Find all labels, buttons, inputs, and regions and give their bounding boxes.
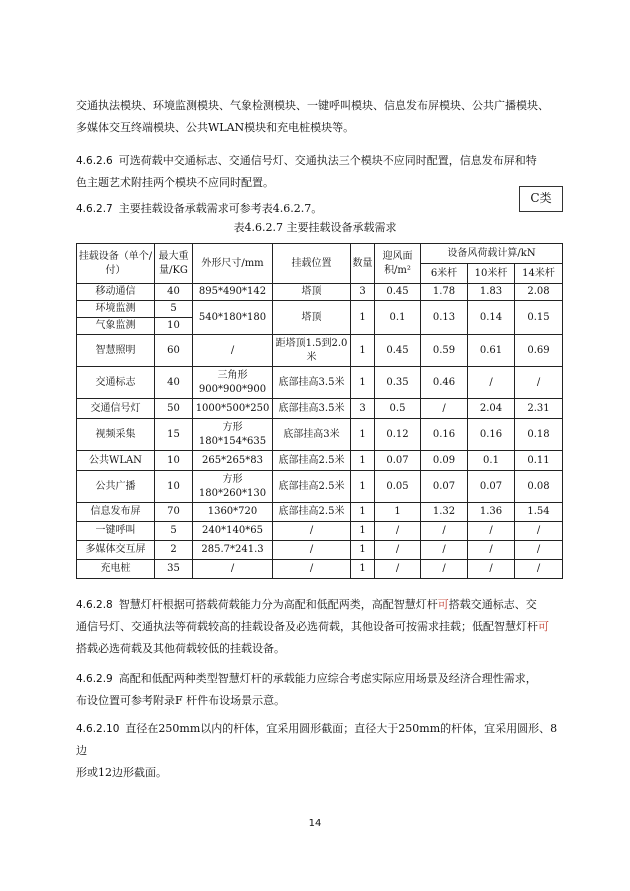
- cell-10m: /: [468, 367, 515, 399]
- cell-6m: 0.07: [421, 471, 468, 503]
- header-10m: 10米杆: [468, 264, 515, 284]
- cell-size: 1000*500*250: [193, 399, 273, 419]
- section-text: 搭载交通标志、交: [448, 598, 537, 611]
- cell-6m: /: [421, 560, 468, 579]
- cell-area: 0.07: [375, 451, 421, 471]
- cell-qty: 1: [351, 503, 375, 522]
- cell-position: 塔顶: [273, 301, 351, 335]
- section-number: 4.6.2.6: [76, 155, 113, 167]
- cell-weight: 40: [155, 367, 193, 399]
- cell-10m: 0.14: [468, 301, 515, 335]
- cell-area: 0.35: [375, 367, 421, 399]
- table-row: [77, 451, 563, 471]
- cell-position: 底部挂高3.5米: [273, 399, 351, 419]
- cell-size: [193, 367, 273, 399]
- cell-14m: 0.15: [515, 301, 563, 335]
- cell-14m: 0.18: [515, 419, 563, 451]
- section-text: 形或12边形截面。: [76, 766, 167, 779]
- cell-qty: 1: [351, 301, 375, 335]
- cell-size: /: [193, 335, 273, 367]
- cell-size: /: [193, 560, 273, 579]
- cell-6m: 0.59: [421, 335, 468, 367]
- table-row: [77, 284, 563, 301]
- cell-device: 交通信号灯: [77, 399, 155, 419]
- cell-14m: 1.54: [515, 503, 563, 522]
- cell-6m: 1.32: [421, 503, 468, 522]
- cell-weight: 15: [155, 419, 193, 451]
- table-row: [77, 471, 563, 503]
- cell-size: 285.7*241.3: [193, 541, 273, 560]
- section-text: 通信号灯、交通执法等荷载较高的挂载设备及必选荷载，其他设备可按需求挂载；低配智慧灯杆: [76, 620, 538, 633]
- section-number: 4.6.2.7: [76, 203, 113, 215]
- cell-size: 895*490*142: [193, 284, 273, 301]
- cell-qty: 1: [351, 367, 375, 399]
- table-row: [77, 367, 563, 399]
- cell-position: /: [273, 560, 351, 579]
- page-number: 14: [308, 818, 322, 829]
- section-number: 4.6.2.8: [76, 599, 113, 611]
- section-4-6-2-9: [76, 668, 562, 712]
- intro-line-2: 多媒体交互终端模块、公共WLAN模块和充电桩模块等。: [76, 121, 355, 134]
- section-text: 主要挂载设备承载需求可参考表4.6.2.7。: [118, 202, 323, 215]
- table-row: [77, 541, 563, 560]
- cell-area: 0.45: [375, 335, 421, 367]
- table-row: [77, 560, 563, 579]
- cell-weight: 60: [155, 335, 193, 367]
- section-text: 直径在250mm以内的杆体，宜采用圆形截面；直径大于250mm的杆体，宜采用圆形、8边: [76, 722, 558, 757]
- cell-position: 底部挂高3.5米: [273, 367, 351, 399]
- header-14m: 14米杆: [515, 264, 563, 284]
- table-row: [77, 301, 563, 318]
- cell-6m: 0.16: [421, 419, 468, 451]
- cell-14m: /: [515, 522, 563, 541]
- table-row: [77, 503, 563, 522]
- section-text: 搭载必选荷载及其他荷载较低的挂载设备。: [76, 642, 285, 655]
- cell-14m: 0.69: [515, 335, 563, 367]
- section-text: 布设位置可参考附录F 杆件布设场景示意。: [76, 694, 286, 707]
- cell-qty: 1: [351, 335, 375, 367]
- cell-area: /: [375, 522, 421, 541]
- table-row: [77, 399, 563, 419]
- cell-size: 265*265*83: [193, 451, 273, 471]
- cell-device: 交通标志: [77, 367, 155, 399]
- cell-14m: 2.31: [515, 399, 563, 419]
- cell-14m: 0.11: [515, 451, 563, 471]
- cell-10m: /: [468, 541, 515, 560]
- cell-10m: 2.04: [468, 399, 515, 419]
- cell-14m: /: [515, 541, 563, 560]
- header-wind-load: 设备风荷载计算/kN: [421, 244, 563, 264]
- cell-14m: /: [515, 560, 563, 579]
- section-number: 4.6.2.10: [76, 723, 120, 735]
- section-number: 4.6.2.9: [76, 673, 113, 685]
- cell-qty: 3: [351, 284, 375, 301]
- cell-size: [193, 419, 273, 451]
- cell-weight: 2: [155, 541, 193, 560]
- section-4-6-2-6: [76, 150, 562, 194]
- header-qty: 数量: [351, 244, 375, 284]
- cell-14m: 2.08: [515, 284, 563, 301]
- intro-paragraph: [76, 95, 562, 139]
- cell-10m: 1.83: [468, 284, 515, 301]
- table-row: [77, 335, 563, 367]
- cell-qty: 1: [351, 451, 375, 471]
- cell-position: /: [273, 522, 351, 541]
- intro-line-1: 交通执法模块、环境监测模块、气象检测模块、一键呼叫模块、信息发布屏模块、公共广播模块、: [76, 99, 549, 112]
- cell-device: 视频采集: [77, 419, 155, 451]
- cell-size-shape: 三角形: [217, 369, 248, 381]
- cell-position: 距塔顶1.5到2.0米: [273, 335, 351, 367]
- cell-10m: 1.36: [468, 503, 515, 522]
- cell-device: 气象监测: [77, 318, 155, 335]
- cell-device: 充电桩: [77, 560, 155, 579]
- cell-10m: /: [468, 560, 515, 579]
- cell-6m: 0.13: [421, 301, 468, 335]
- highlight-text: 可: [538, 620, 549, 633]
- section-4-6-2-8: [76, 594, 562, 660]
- cell-area: 0.1: [375, 301, 421, 335]
- cell-size-dims: 180*154*635: [198, 435, 267, 447]
- equipment-load-table: [76, 243, 563, 579]
- cell-area: 0.5: [375, 399, 421, 419]
- cell-weight: 50: [155, 399, 193, 419]
- cell-6m: 0.46: [421, 367, 468, 399]
- cell-6m: /: [421, 541, 468, 560]
- cell-qty: 1: [351, 560, 375, 579]
- table-row: [77, 522, 563, 541]
- cell-6m: 0.09: [421, 451, 468, 471]
- cell-size-dims: 900*900*900: [198, 383, 267, 395]
- header-device: 挂载设备（单个/付）: [77, 244, 155, 284]
- cell-10m: 0.61: [468, 335, 515, 367]
- cell-weight: 10: [155, 471, 193, 503]
- cell-position: /: [273, 541, 351, 560]
- cell-size: 240*140*65: [193, 522, 273, 541]
- header-weight: 最大重量/KG: [155, 244, 193, 284]
- cell-10m: 0.1: [468, 451, 515, 471]
- cell-14m: 0.08: [515, 471, 563, 503]
- cell-device: 信息发布屏: [77, 503, 155, 522]
- cell-position: 底部挂高2.5米: [273, 451, 351, 471]
- cell-size: [193, 471, 273, 503]
- table-caption: 表4.6.2.7 主要挂载设备承载需求: [233, 221, 397, 234]
- cell-position: 底部挂高2.5米: [273, 503, 351, 522]
- cell-qty: 1: [351, 541, 375, 560]
- section-text: 可选荷载中交通标志、交通信号灯、交通执法三个模块不应同时配置，信息发布屏和特: [118, 154, 537, 167]
- cell-weight: 10: [155, 318, 193, 335]
- section-4-6-2-10: [76, 718, 562, 784]
- cell-6m: /: [421, 522, 468, 541]
- cell-device: 多媒体交互屏: [77, 541, 155, 560]
- cell-weight: 70: [155, 503, 193, 522]
- cell-device: 移动通信: [77, 284, 155, 301]
- cell-area: 0.05: [375, 471, 421, 503]
- cell-10m: 0.16: [468, 419, 515, 451]
- cell-size-shape: 方形: [222, 421, 243, 433]
- header-size: 外形尺寸/mm: [193, 244, 273, 284]
- cell-weight: 5: [155, 301, 193, 318]
- section-text-cont: 色主题艺术附挂两个模块不应同时配置。: [76, 176, 274, 189]
- header-position: 挂载位置: [273, 244, 351, 284]
- cell-position: 底部挂高2.5米: [273, 471, 351, 503]
- cell-weight: 40: [155, 284, 193, 301]
- section-text: 智慧灯杆根据可搭载荷载能力分为高配和低配两类，高配智慧灯杆: [118, 598, 438, 611]
- cell-size: 540*180*180: [193, 301, 273, 335]
- cell-size: 1360*720: [193, 503, 273, 522]
- cell-size-shape: 方形: [222, 473, 243, 485]
- table-row: [77, 419, 563, 451]
- cell-position: 底部挂高3米: [273, 419, 351, 451]
- header-6m: 6米杆: [421, 264, 468, 284]
- highlight-text: 可: [437, 598, 449, 611]
- cell-14m: /: [515, 367, 563, 399]
- cell-qty: 1: [351, 419, 375, 451]
- cell-size-dims: 180*260*130: [198, 487, 267, 499]
- cell-10m: /: [468, 522, 515, 541]
- section-4-6-2-7: [76, 198, 562, 220]
- cell-area: /: [375, 560, 421, 579]
- cell-weight: 10: [155, 451, 193, 471]
- cell-6m: 1.78: [421, 284, 468, 301]
- cell-10m: 0.07: [468, 471, 515, 503]
- cell-weight: 5: [155, 522, 193, 541]
- cell-device: 智慧照明: [77, 335, 155, 367]
- section-text: 高配和低配两种类型智慧灯杆的承载能力应综合考虑实际应用场景及经济合理性需求，: [118, 672, 537, 685]
- cell-weight: 35: [155, 560, 193, 579]
- cell-area: /: [375, 541, 421, 560]
- cell-device: 环境监测: [77, 301, 155, 318]
- cell-device: 一键呼叫: [77, 522, 155, 541]
- class-badge: C类: [519, 186, 563, 212]
- cell-device: 公共WLAN: [77, 451, 155, 471]
- cell-qty: 3: [351, 399, 375, 419]
- cell-position: 塔顶: [273, 284, 351, 301]
- cell-area: 1: [375, 503, 421, 522]
- cell-qty: 1: [351, 471, 375, 503]
- cell-area: 0.45: [375, 284, 421, 301]
- cell-6m: /: [421, 399, 468, 419]
- cell-qty: 1: [351, 522, 375, 541]
- table-header-row: [77, 244, 563, 264]
- cell-area: 0.12: [375, 419, 421, 451]
- cell-device: 公共广播: [77, 471, 155, 503]
- header-area: 迎风面积/m²: [375, 244, 421, 284]
